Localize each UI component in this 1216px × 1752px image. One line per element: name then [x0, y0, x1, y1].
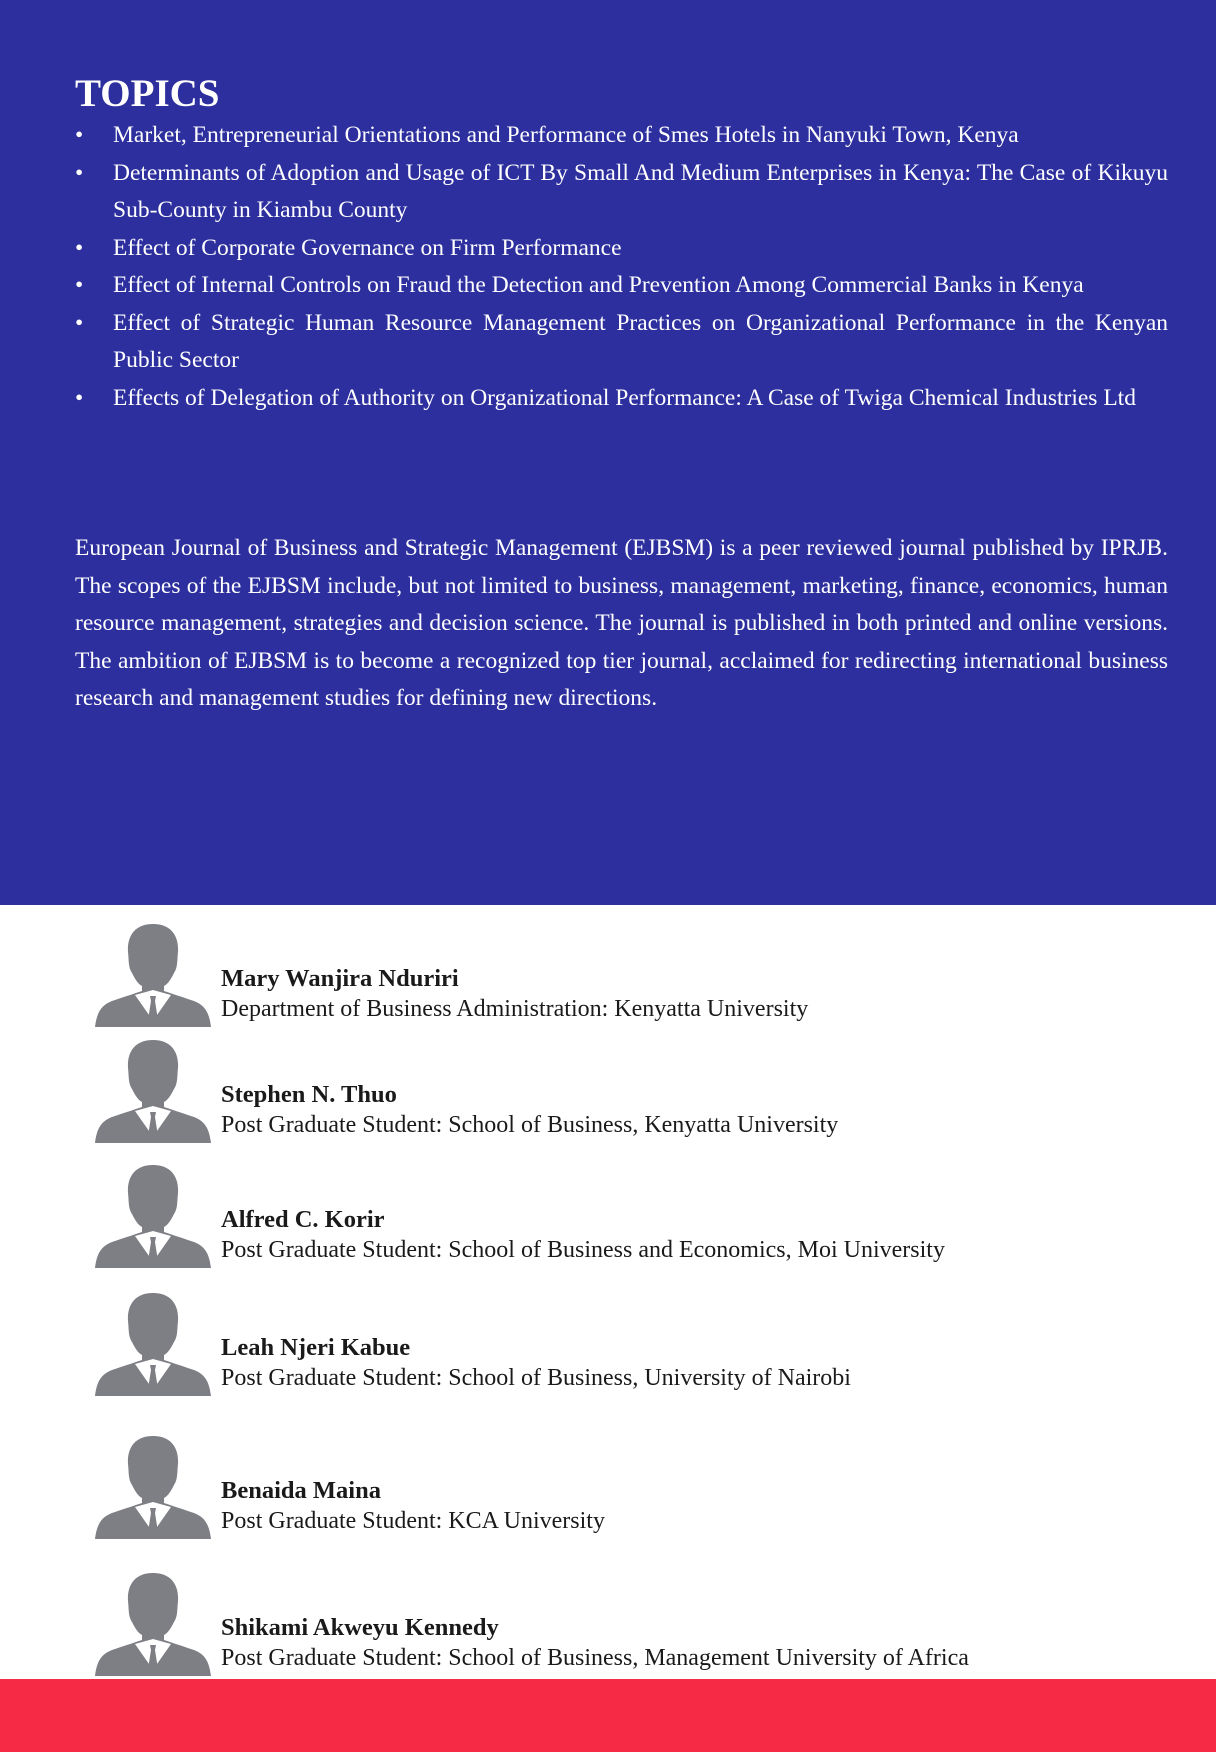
author-text [221, 1080, 838, 1140]
topic-item [75, 230, 1168, 268]
author-name: Alfred C. Korir [221, 1206, 385, 1233]
author-list [0, 905, 1216, 1675]
author-name: Shikami Akweyu Kennedy [221, 1614, 499, 1641]
author-text [221, 1333, 851, 1393]
author-text [221, 1205, 945, 1265]
journal-description: European Journal of Business and Strategic Management (EJBSM) is a peer reviewed journal published by IPRJB. The scopes of the EJBSM include, but not limited to business, management, marketing, finance, economics, human resource management, strategies and decision science. The journal is published in both printed and online versions. The ambition of EJBSM is to become a recognized top tier journal, acclaimed for redirecting international business research and management studies for defining new directions. [75, 535, 1168, 711]
author-card [0, 1291, 1216, 1401]
person-silhouette-icon [94, 1038, 212, 1143]
person-silhouette-icon [94, 1434, 212, 1539]
author-text [221, 1476, 605, 1536]
topics-heading: TOPICS [75, 72, 220, 115]
topic-list [75, 117, 1168, 417]
person-silhouette-icon [94, 1571, 212, 1676]
author-affiliation: Post Graduate Student: School of Business, University of Nairobi [221, 1365, 851, 1391]
bullet-icon: • [75, 234, 84, 261]
author-card [0, 1163, 1216, 1273]
author-name: Benaida Maina [221, 1477, 381, 1504]
bullet-icon: • [75, 384, 84, 411]
author-text [221, 964, 808, 1024]
topic-text: Effects of Delegation of Authority on Organizational Performance: A Case of Twiga Chemical Industries Ltd [113, 384, 1136, 411]
topic-item [75, 305, 1168, 380]
topic-text: Effect of Strategic Human Resource Management Practices on Organizational Performance in the Kenyan Public Sector [113, 309, 1168, 373]
topic-item [75, 117, 1168, 155]
topic-item [75, 380, 1168, 418]
author-card [0, 1038, 1216, 1148]
author-card [0, 1434, 1216, 1544]
bottom-color-band [0, 1679, 1216, 1752]
bullet-icon: • [75, 272, 84, 298]
bullet-icon: • [75, 122, 84, 148]
topic-item [75, 267, 1168, 305]
person-silhouette-icon [94, 922, 212, 1027]
author-text [221, 1613, 969, 1673]
author-name: Leah Njeri Kabue [221, 1334, 411, 1361]
author-affiliation: Department of Business Administration: Kenyatta University [221, 996, 809, 1022]
author-affiliation: Post Graduate Student: KCA University [221, 1508, 605, 1534]
author-affiliation: Post Graduate Student: School of Business and Economics, Moi University [221, 1237, 945, 1263]
author-card [0, 922, 1216, 1032]
author-affiliation: Post Graduate Student: School of Business, Management University of Africa [221, 1645, 969, 1671]
author-name: Stephen N. Thuo [221, 1081, 397, 1108]
topic-text: Market, Entrepreneurial Orientations and Performance of Smes Hotels in Nanyuki Town, Kenya [113, 122, 1019, 148]
author-card [0, 1571, 1216, 1681]
person-silhouette-icon [94, 1163, 212, 1268]
bullet-icon: • [75, 159, 84, 186]
person-silhouette-icon [94, 1291, 212, 1396]
topic-text: Effect of Corporate Governance on Firm Performance [113, 234, 622, 261]
bullet-icon: • [75, 309, 84, 336]
topic-text: Effect of Internal Controls on Fraud the Detection and Prevention Among Commercial Banks in Kenya [113, 272, 1084, 298]
author-affiliation: Post Graduate Student: School of Business, Kenyatta University [221, 1112, 839, 1138]
topic-item [75, 155, 1168, 230]
author-name: Mary Wanjira Nduriri [221, 965, 459, 992]
topic-text: Determinants of Adoption and Usage of ICT By Small And Medium Enterprises in Kenya: The Case of Kikuyu Sub-County in Kiambu County [113, 159, 1168, 223]
